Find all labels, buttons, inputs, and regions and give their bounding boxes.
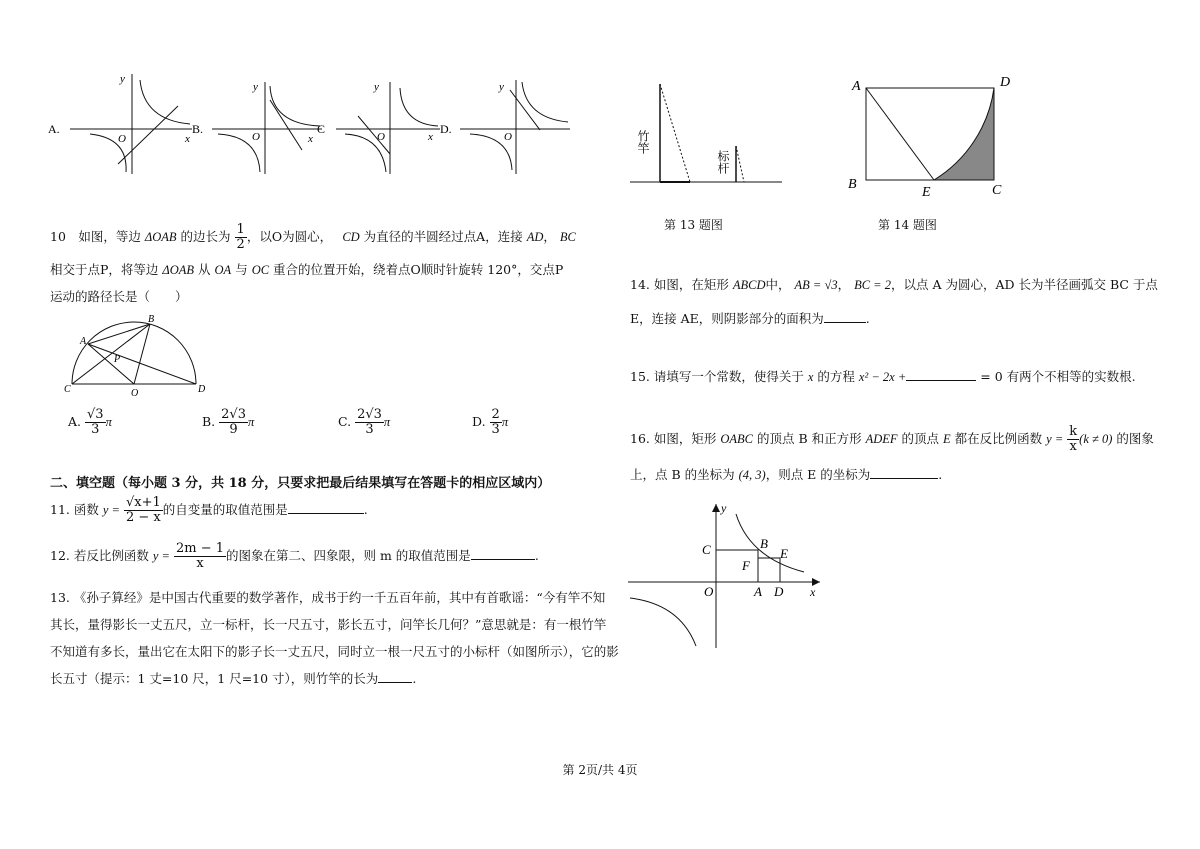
q9-graph-c bbox=[336, 81, 440, 174]
section-heading: 二、填空题（每小题 3 分，共 18 分，只要求把最后结果填写在答题卡的相应区域内） bbox=[50, 476, 551, 491]
q10-figure bbox=[60, 312, 220, 402]
q9-graph-d bbox=[460, 80, 570, 174]
q16-line1: 16. 如图，矩形 OABC 的顶点 B 和正方形 ADEF 的顶点 E 都在反比例函数 y = $\frac{k}{x}$ (k ≠ 0) 的图象 bbox=[630, 424, 1154, 454]
svg-text:y: y bbox=[499, 81, 504, 93]
svg-text:C: C bbox=[992, 183, 1002, 198]
svg-text:标杆: 标杆 bbox=[716, 150, 730, 174]
svg-text:C: C bbox=[702, 542, 711, 557]
q10-option-a[interactable]: A. $\frac{√3}{3}$ π bbox=[68, 407, 112, 437]
q9-option-b-label: B. bbox=[192, 122, 204, 136]
q9-option-a-label: A. bbox=[48, 122, 60, 136]
q14-line2: E，连接 AE，则阴影部分的面积为 . bbox=[630, 304, 870, 334]
svg-text:O: O bbox=[252, 131, 260, 143]
svg-text:x: x bbox=[428, 131, 433, 143]
page-footer: 第 2页/共 4页 bbox=[562, 763, 638, 777]
q9-graph-b bbox=[212, 81, 322, 174]
svg-text:B: B bbox=[148, 314, 155, 325]
q16-line2: 上，点 B 的坐标为 (4, 3)，则点 E 的坐标为 . bbox=[630, 460, 942, 490]
svg-text:A: A bbox=[852, 79, 861, 94]
svg-text:A: A bbox=[80, 336, 87, 347]
fig14 bbox=[842, 70, 1022, 200]
svg-text:P: P bbox=[114, 354, 121, 365]
svg-text:y: y bbox=[120, 73, 125, 85]
q10-option-c[interactable]: C. $\frac{2√3}{3}$ π bbox=[338, 407, 391, 437]
q9-graphs bbox=[40, 68, 580, 180]
q10-option-b[interactable]: B. $\frac{2√3}{9}$ π bbox=[202, 407, 255, 437]
svg-text:O: O bbox=[118, 133, 126, 145]
q9-option-c-label: C bbox=[317, 122, 326, 136]
svg-text:B: B bbox=[760, 536, 768, 551]
q13-line4: 长五寸（提示：1 丈=10 尺，1 尺=10 寸），则竹竿的长为 . bbox=[50, 664, 416, 694]
svg-text:E: E bbox=[780, 546, 788, 561]
q10-line1: 10 如图，等边 ΔOAB 的边长为 $\frac{1}{2}$ ，以O为圆心， CD 为直径的半圆经过点A，连接 AD， BC bbox=[50, 222, 576, 252]
svg-text:O: O bbox=[704, 584, 714, 599]
svg-text:x: x bbox=[185, 133, 190, 145]
fig13 bbox=[626, 78, 786, 190]
svg-text:D: D bbox=[198, 384, 206, 395]
q12: 12. 若反比例函数 y = $\frac{2m - 1}{x}$ 的图象在第二、四象限，则 m 的取值范围是 . bbox=[50, 541, 539, 571]
fig16 bbox=[626, 498, 826, 650]
svg-text:x: x bbox=[308, 133, 313, 145]
svg-text:竹竿: 竹竿 bbox=[636, 130, 650, 154]
svg-text:y: y bbox=[374, 81, 379, 93]
svg-text:O: O bbox=[504, 131, 512, 143]
q13-line2: 其长，量得影长一丈五尺，立一标杆，长一尺五寸，影长五寸，问竿长几何？”意思就是：有一根竹竿 bbox=[50, 617, 607, 632]
svg-text:F: F bbox=[742, 558, 750, 573]
svg-text:E: E bbox=[922, 185, 931, 200]
fig13-caption: 第 13 题图 bbox=[664, 218, 723, 232]
svg-text:y: y bbox=[253, 81, 258, 93]
svg-text:O: O bbox=[131, 388, 139, 399]
q13-answer-blank[interactable] bbox=[378, 668, 412, 683]
svg-text:O: O bbox=[377, 131, 385, 143]
svg-text:D: D bbox=[1000, 75, 1011, 90]
q10-line3: 运动的路径长是（ ） bbox=[50, 289, 188, 304]
svg-text:A: A bbox=[754, 584, 762, 599]
q10-option-d[interactable]: D. $\frac{2}{3}$ π bbox=[472, 407, 509, 437]
q10-line2: 相交于点P，将等边 ΔOAB 从 OA 与 OC 重合的位置开始，绕着点O顺时针旋转 120°，交点P bbox=[50, 262, 564, 277]
fig14-caption: 第 14 题图 bbox=[878, 218, 937, 232]
q12-answer-blank[interactable] bbox=[471, 545, 535, 560]
q9-graph-a bbox=[70, 73, 192, 174]
q16-answer-blank[interactable] bbox=[870, 464, 938, 479]
svg-text:C: C bbox=[64, 384, 71, 395]
q9-option-d-label: D. bbox=[440, 122, 452, 136]
svg-text:B: B bbox=[848, 177, 857, 192]
svg-text:y: y bbox=[721, 501, 727, 515]
q14-line1: 14. 如图，在矩形 ABCD中， AB = √3， BC = 2，以点 A 为圆心，AD 长为半径画弧交 BC 于点 bbox=[630, 277, 1158, 292]
q13-line3: 不知道有多长，量出它在太阳下的影子长一丈五尺，同时立一根一尺五寸的小标杆（如图所示），它的影 bbox=[50, 644, 619, 659]
q11-answer-blank[interactable] bbox=[288, 499, 364, 514]
q14-answer-blank[interactable] bbox=[824, 308, 866, 323]
svg-text:D: D bbox=[774, 584, 784, 599]
q11: 11. 函数 y = $\frac{√x+1}{2 - x}$ 的自变量的取值范围是 . bbox=[50, 495, 368, 525]
svg-text:x: x bbox=[810, 585, 816, 599]
q13-line1: 13. 《孙子算经》是中国古代重要的数学著作，成书于约一千五百年前，其中有首歌谣：“今有竿不知 bbox=[50, 590, 606, 605]
q15: 15. 请填写一个常数，使得关于 x 的方程 x² − 2x + = 0 有两个不相等的实数根. bbox=[630, 362, 1136, 392]
q15-answer-blank[interactable] bbox=[906, 366, 976, 381]
